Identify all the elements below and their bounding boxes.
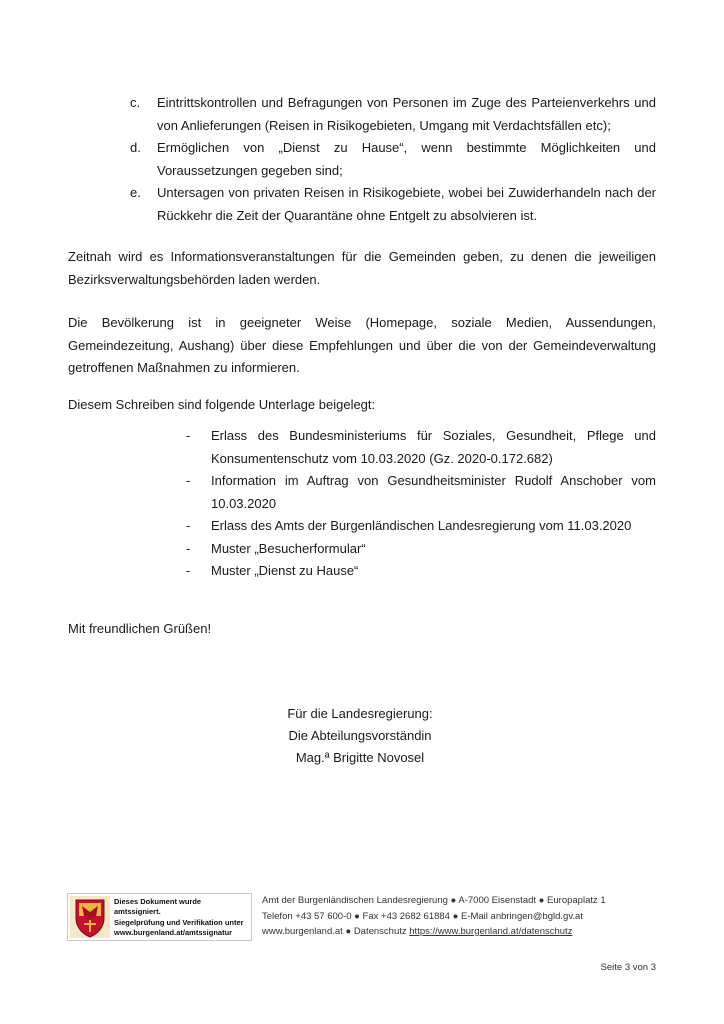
lettered-list <box>130 92 656 227</box>
seal-caption <box>114 897 249 938</box>
attachment-item <box>186 470 656 515</box>
seal-line-url: www.burgenland.at/amtssignatur <box>114 928 233 937</box>
dash-marker: - <box>186 518 191 533</box>
official-seal <box>67 893 252 941</box>
dash-marker: - <box>186 540 191 556</box>
footer-address: Amt der Burgenländischen Landesregierung ● A-7000 Eisenstadt ● Europaplatz 1 <box>262 895 606 906</box>
list-item-text: Eintrittskontrollen und Befragungen von Personen im Zuge des Parteienverkehrs und von Anlieferungen (Reisen in Risikogebieten, Umgang mit Verdachtsfällen etc); <box>157 95 656 133</box>
signature-line-name: Mag.ª Brigitte Novosel <box>295 750 425 765</box>
closing-greeting: Mit freundlichen Grüßen! <box>68 621 212 636</box>
attachment-text: Muster „Besucherformular“ <box>211 540 366 556</box>
list-item-text: Ermöglichen von „Dienst zu Hause“, wenn bestimmte Möglichkeiten und Voraussetzungen gegeben sind; <box>157 140 656 178</box>
signature-line-authority: Für die Landesregierung: <box>287 706 433 721</box>
paragraph-attachments-intro: Diesem Schreiben sind folgende Unterlage beigelegt: <box>68 397 376 412</box>
signature-block <box>210 703 510 769</box>
page-number: Seite 3 von 3 <box>600 962 656 973</box>
letterhead-footer <box>262 893 606 940</box>
footer-web <box>262 924 606 940</box>
footer-web-prefix: www.burgenland.at ● Datenschutz <box>262 926 410 937</box>
paragraph-public-info: Die Bevölkerung ist in geeigneter Weise (Homepage, soziale Medien, Aussendungen, Gemeindezeitung, Aushang) über diese Empfehlungen und über die von der Gemeindeverwaltung getroffenen Maßnahmen zu informieren. <box>68 315 656 375</box>
attachment-text: Muster „Dienst zu Hause“ <box>211 563 359 578</box>
list-marker: e. <box>130 185 141 200</box>
list-item <box>130 182 656 227</box>
seal-line-verify: Siegelprüfung und Verifikation unter <box>114 918 244 927</box>
dash-marker: - <box>186 563 191 578</box>
attachment-text: Erlass des Amts der Burgenländischen Landesregierung vom 11.03.2020 <box>211 518 632 533</box>
dash-marker: - <box>186 473 191 488</box>
list-marker: d. <box>130 140 141 155</box>
list-item <box>130 137 656 182</box>
coat-of-arms-icon <box>70 896 110 938</box>
privacy-link[interactable]: https://www.burgenland.at/datenschutz <box>409 926 573 937</box>
seal-line-signed: Dieses Dokument wurde amtssigniert. <box>114 897 249 917</box>
attachment-item <box>186 425 656 470</box>
attachment-list <box>186 425 656 583</box>
footer-contact: Telefon +43 57 600-0 ● Fax +43 2682 61884 ● E-Mail anbringen@bgld.gv.at <box>262 910 583 922</box>
dash-marker: - <box>186 428 191 443</box>
attachment-text: Information im Auftrag von Gesundheitsminister Rudolf Anschober vom 10.03.2020 <box>211 473 656 511</box>
list-marker: c. <box>130 95 141 110</box>
attachment-item <box>186 515 656 538</box>
list-item <box>130 92 656 137</box>
attachment-text: Erlass des Bundesministeriums für Soziales, Gesundheit, Pflege und Konsumentenschutz vom 10.03.2020 (Gz. 2020-0.172.682) <box>211 428 656 466</box>
attachment-item <box>186 560 656 583</box>
attachment-item <box>186 538 656 561</box>
list-item-text: Untersagen von privaten Reisen in Risikogebiete, wobei bei Zuwiderhandeln nach der Rückkehr die Zeit der Quarantäne ohne Entgelt zu absolvieren ist. <box>157 185 656 223</box>
paragraph-info-events: Zeitnah wird es Informationsveranstaltungen für die Gemeinden geben, zu denen die jeweiligen Bezirksverwaltungsbehörden laden werden. <box>68 249 656 287</box>
signature-line-role: Die Abteilungsvorständin <box>288 728 432 743</box>
